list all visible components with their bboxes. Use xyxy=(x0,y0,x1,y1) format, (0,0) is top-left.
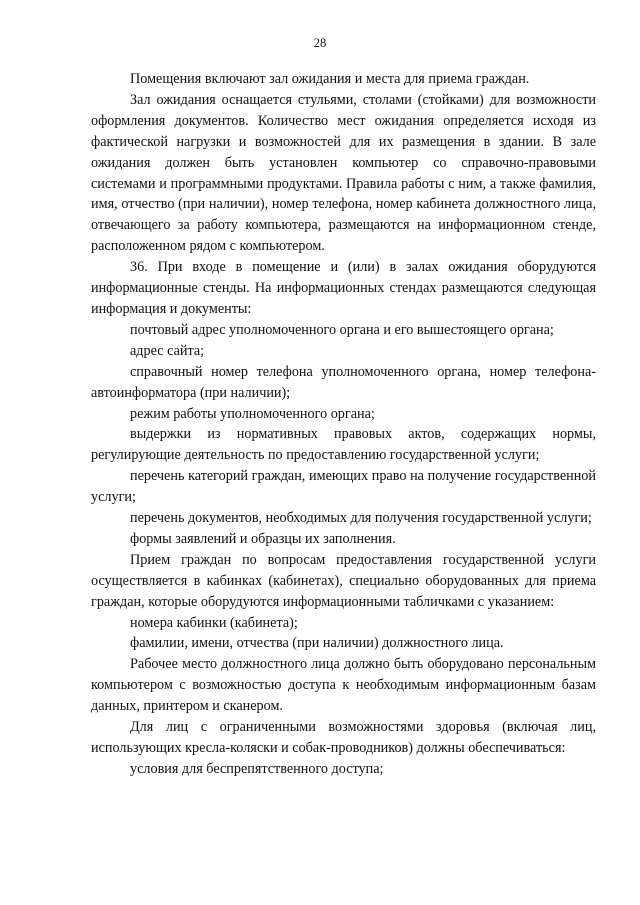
list-item: адрес сайта; xyxy=(130,342,205,359)
list-item: перечень категорий граждан, имеющих право на получение государственной услуги; xyxy=(91,468,596,506)
paragraph: Помещения включают зал ожидания и места для приема граждан. xyxy=(130,71,530,87)
list-item: справочный номер телефона уполномоченного органа, номер телефона-автоинформатора (при наличии); xyxy=(91,363,596,401)
paragraph: Прием граждан по вопросам предоставления государственной услуги осуществляется в кабинках (кабинетах), специально оборудованных для приема граждан, которые оборудуются информационными табличками с указанием: xyxy=(91,551,596,610)
list-item: почтовый адрес уполномоченного органа и его вышестоящего органа; xyxy=(130,321,554,338)
paragraph: Для лиц с ограниченными возможностями здоровья (включая лиц, использующих кресла-коляски и собак-проводников) должны обеспечиваться: xyxy=(91,719,596,756)
paragraph: 36. При входе в помещение и (или) в залах ожидания оборудуются информационные стенды. На информационных стендах размещаются следующая информация и документы: xyxy=(91,259,596,317)
list-item: условия для беспрепятственного доступа; xyxy=(130,760,384,777)
list-item: выдержки из нормативных правовых актов, содержащих нормы, регулирующие деятельность по предоставлению государственной услуги; xyxy=(91,426,596,464)
page-number: 28 xyxy=(313,36,327,50)
paragraph: Зал ожидания оснащается стульями, столами (стойками) для возможности оформления документов. Количество мест ожидания определяется исходя из фактической нагрузки и возможностей для их размещения в здании. В зале ожидания должен быть установлен компьютер со справочно-правовыми системами и программными продуктами. Правила работы с ним, а также фамилия, имя, отчество (при наличии), номер телефона, номер кабинета должностного лица, отвечающего за работу компьютера, размещаются на информационном стенде, расположенном рядом с компьютером. xyxy=(91,91,596,255)
list-item: номера кабинки (кабинета); xyxy=(130,614,298,631)
paragraph: Рабочее место должностного лица должно быть оборудовано персональным компьютером с возможностью доступа к необходимым информационным базам данных, принтером и сканером. xyxy=(91,656,596,715)
list-item: перечень документов, необходимых для получения государственной услуги; xyxy=(130,510,592,527)
list-item: режим работы уполномоченного органа; xyxy=(130,405,375,422)
list-item: формы заявлений и образцы их заполнения. xyxy=(130,530,396,547)
body-text xyxy=(91,69,596,780)
list-item: фамилии, имени, отчества (при наличии) должностного лица. xyxy=(130,635,504,652)
